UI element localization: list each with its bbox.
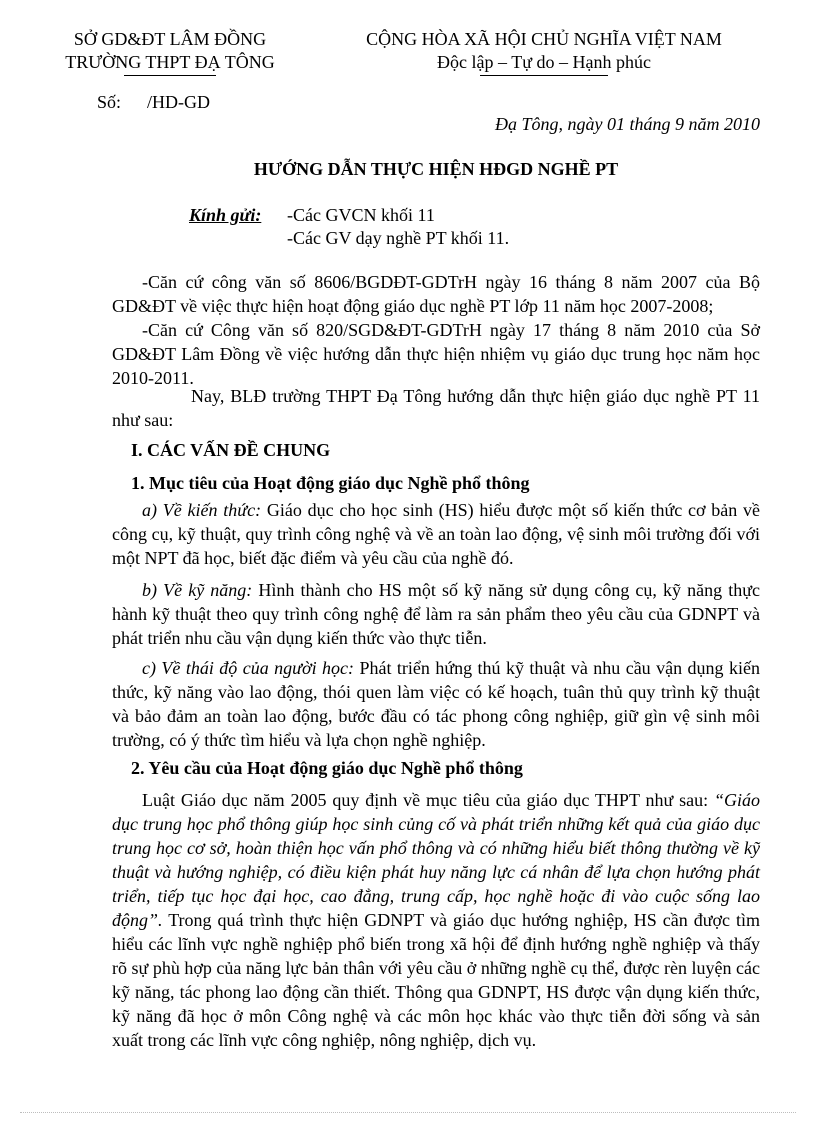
recipients-label: Kính gửi: (189, 205, 262, 225)
recipient-1: -Các GVCN khối 11 (287, 205, 435, 225)
basis-paragraph-3: Nay, BLĐ trường THPT Đạ Tông hướng dẫn thực hiện giáo dục nghề PT 11 như sau: (112, 386, 760, 430)
basis-paragraph-2: -Căn cứ Công văn số 820/SGD&ĐT-GDTrH ngày 17 tháng 8 năm 2010 của Sở GD&ĐT Lâm Đồng về việc hướng dẫn thực hiện nhiệm vụ giáo dục trung học năm học 2010-2011. (112, 320, 760, 388)
recipient-2: -Các GV dạy nghề PT khối 11. (287, 228, 510, 248)
motto-underline (480, 75, 608, 76)
objective-skills (112, 578, 760, 650)
requirements-intro: Luật Giáo dục năm 2005 quy định về mục tiêu của giáo dục THPT như sau: (142, 790, 714, 810)
subsection-1-heading: 1. Mục tiêu của Hoạt động giáo dục Nghề phổ thông (131, 473, 530, 493)
objective-knowledge-label: a) Về kiến thức: (142, 500, 262, 520)
requirements-text: Trong quá trình thực hiện GDNPT và giáo dục hướng nghiệp, HS cần được tìm hiểu các lĩnh vực nghề nghiệp phổ biến trong xã hội để định hướng nghề nghiệp và thấy rõ sự phù hợp của năng lực bản thân với yêu cầu ở những nghề cụ thể, được rèn luyện các kỹ năng, tác phong lao động cần thiết. Thông qua GDNPT, HS được vận dụng kiến thức, kỹ năng đã học ở môn Công nghệ và các môn học khác vào thực tiễn đời sống và sản xuất trong các lĩnh vực công nghiệp, nông nghiệp, dịch vụ. (112, 910, 760, 1050)
page-footer-divider (20, 1112, 796, 1113)
basis-paragraph-1: -Căn cứ công văn số 8606/BGDĐT-GDTrH ngày 16 tháng 8 năm 2007 của Bộ GD&ĐT về việc thực hiện hoạt động giáo dục nghề PT lớp 11 năm học 2007-2008; (112, 272, 760, 316)
requirements-paragraph (112, 788, 760, 1052)
section-heading: I. CÁC VẤN ĐỀ CHUNG (131, 440, 331, 460)
national-title: CỘNG HÒA XÃ HỘI CHỦ NGHĨA VIỆT NAM (366, 29, 722, 49)
document-number-label: Số: (97, 92, 122, 112)
date-line: Đạ Tông, ngày 01 tháng 9 năm 2010 (495, 114, 760, 134)
objective-attitude-label: c) Về thái độ của người học: (142, 658, 355, 678)
school-name: TRƯỜNG THPT ĐẠ TÔNG (65, 52, 275, 72)
objective-attitude-text: Phát triển hứng thú kỹ thuật và nhu cầu vận dụng kiến thức, kỹ năng vào lao động, thói quen làm việc có kế hoạch, tuân thủ quy trình kỹ thuật và bảo đảm an toàn lao động, bước đầu có tác phong công nghiệp, giữ gìn vệ sinh môi trường, có ý thức tìm hiểu và lựa chọn nghề nghiệp. (112, 658, 760, 750)
document-title: HƯỚNG DẪN THỰC HIỆN HĐGD NGHỀ PT (253, 159, 619, 179)
objective-attitude (112, 656, 760, 752)
objective-skills-text: Hình thành cho HS một số kỹ năng sử dụng công cụ, kỹ năng thực hành kỹ thuật theo quy trình công nghệ để làm ra sản phẩm theo yêu cầu của GDNPT và phát triển nhu cầu vận dụng kiến thức vào thực tiễn. (112, 580, 761, 648)
document-number: /HD-GD (147, 92, 210, 112)
objective-skills-label: b) Về kỹ năng: (142, 580, 253, 600)
school-name-underline (124, 75, 216, 76)
law-quote: “Giáo dục trung học phổ thông giúp học sinh củng cố và phát triển những kết quả của giáo dục trung học cơ sở, hoàn thiện học vấn phổ thông và có những hiểu biết thông thường về kỹ thuật và hướng nghiệp, có điều kiện phát huy năng lực cá nhân để lựa chọn hướng phát triển, tiếp tục học đại học, cao đẳng, trung cấp, học nghề hoặc đi vào cuộc sống lao động”. (112, 790, 760, 930)
national-motto: Độc lập – Tự do – Hạnh phúc (437, 52, 651, 72)
agency-name: SỞ GD&ĐT LÂM ĐỒNG (73, 29, 267, 49)
objective-knowledge-text: Giáo dục cho học sinh (HS) hiểu được một số kiến thức cơ bản về công cụ, kỹ thuật, quy trình công nghệ và về an toàn lao động, vệ sinh môi trường đối với một NPT đã học, biết đặc điểm và yêu cầu của nghề đó. (112, 500, 760, 568)
objective-knowledge (112, 498, 760, 570)
subsection-2-heading: 2. Yêu cầu của Hoạt động giáo dục Nghề phổ thông (131, 758, 523, 778)
